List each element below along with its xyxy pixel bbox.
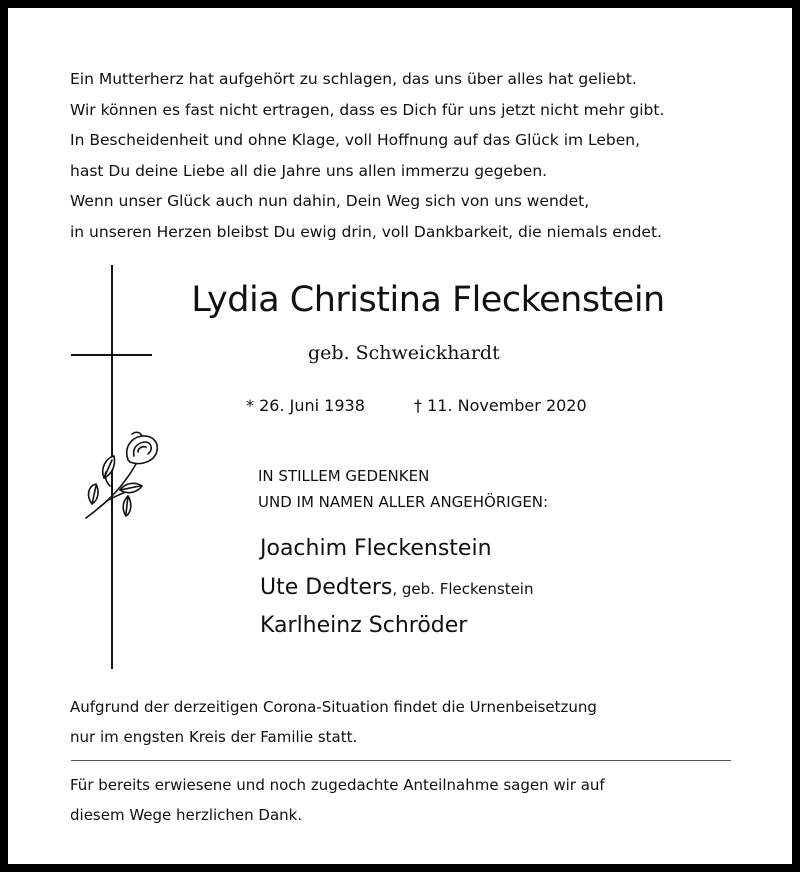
birth-date: * 26. Juni 1938 xyxy=(246,396,365,415)
cross-arm xyxy=(71,354,152,356)
poem-line: In Bescheidenheit und ohne Klage, voll Hoffnung auf das Glück im Leben, xyxy=(70,131,641,150)
deceased-name: Lydia Christina Fleckenstein xyxy=(191,280,665,320)
mourner-suffix: , geb. Fleckenstein xyxy=(392,580,534,598)
poem-line: Wir können es fast nicht ertragen, dass es Dich für uns jetzt nicht mehr gibt. xyxy=(70,100,665,119)
mourning-heading xyxy=(258,463,548,515)
rose-icon xyxy=(80,426,160,526)
poem xyxy=(70,64,760,248)
poem-line: hast Du deine Liebe all die Jahre uns allen immerzu gegeben. xyxy=(70,161,548,180)
poem-line: Ein Mutterherz hat aufgehört zu schlagen, das uns über alles hat geliebt. xyxy=(70,70,637,88)
corona-line: nur im engsten Kreis der Familie statt. xyxy=(70,728,358,746)
corona-note xyxy=(70,692,760,752)
thanks-note xyxy=(70,770,760,830)
mourner xyxy=(260,575,533,600)
mourner-name: Joachim Fleckenstein xyxy=(260,536,492,561)
divider xyxy=(71,760,731,761)
thanks-line: Für bereits erwiesene und noch zugedachte Anteilnahme sagen wir auf xyxy=(70,776,605,794)
thanks-line: diesem Wege herzlichen Dank. xyxy=(70,806,303,824)
mourner xyxy=(260,613,467,638)
birth-name: geb. Schweickhardt xyxy=(308,342,500,364)
mourner-name: Karlheinz Schröder xyxy=(260,613,468,638)
poem-line: in unseren Herzen bleibst Du ewig drin, voll Dankbarkeit, die niemals endet. xyxy=(70,222,662,241)
mourning-line: IN STILLEM GEDENKEN xyxy=(258,467,430,485)
mourner-name: Ute Dedters xyxy=(260,575,393,600)
death-date: † 11. November 2020 xyxy=(414,396,587,415)
mourner xyxy=(260,536,492,561)
corona-line: Aufgrund der derzeitigen Corona-Situation findet die Urnenbeisetzung xyxy=(70,698,597,716)
mourning-line: UND IM NAMEN ALLER ANGEHÖRIGEN: xyxy=(258,493,549,511)
poem-line: Wenn unser Glück auch nun dahin, Dein Weg sich von uns wendet, xyxy=(70,192,590,211)
